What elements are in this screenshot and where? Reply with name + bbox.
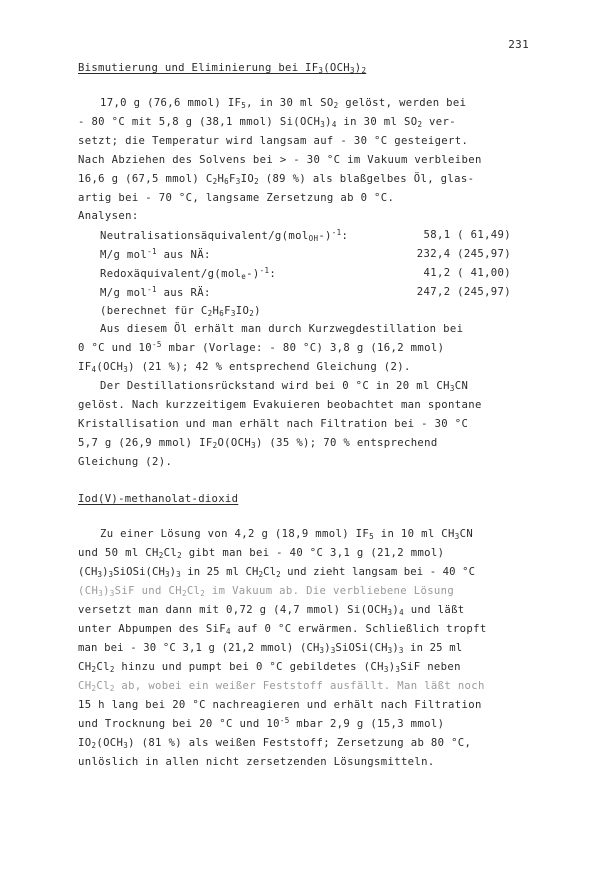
text-run: M/g mol xyxy=(100,287,148,299)
text-line xyxy=(78,191,394,205)
text-run: IO xyxy=(240,173,255,185)
text-run: auf 0 °C erwärmen. Schließlich tropft xyxy=(230,623,487,635)
text-line xyxy=(100,322,463,336)
text-line xyxy=(78,755,435,769)
text-run: (OCH xyxy=(96,361,124,373)
subscript: 3 xyxy=(449,384,455,393)
text-run: 16,6 g (67,5 mmol) C xyxy=(78,173,213,185)
text-line xyxy=(78,641,462,655)
text-line xyxy=(78,436,438,450)
superscript: -1 xyxy=(331,228,342,237)
text-run: in 25 ml CH xyxy=(180,566,259,578)
text-run: und 50 ml CH xyxy=(78,547,159,559)
subscript: 3 xyxy=(387,646,393,655)
text-line xyxy=(78,134,468,148)
text-run: O(OCH xyxy=(217,437,252,449)
text-line xyxy=(78,736,471,750)
text-run: IO xyxy=(235,305,250,317)
subscript: 2 xyxy=(91,665,97,674)
superscript: -1 xyxy=(147,247,157,256)
heading-subscript: 3 xyxy=(349,66,355,75)
text-line xyxy=(100,527,473,541)
text-run: Cl xyxy=(96,680,110,692)
subscript: 2 xyxy=(207,309,213,318)
heading-subscript: 2 xyxy=(361,66,367,75)
text-line xyxy=(78,115,456,129)
text-run: ) xyxy=(388,661,396,673)
subscript: 6 xyxy=(224,177,230,186)
text-run: ) xyxy=(392,604,400,616)
text-run: ) xyxy=(102,566,109,578)
analysis-neutral-label xyxy=(100,229,348,243)
subscript: 5 xyxy=(369,532,374,541)
subscript: 6 xyxy=(219,309,225,318)
subscript: 3 xyxy=(98,589,104,598)
text-run: unter Abpumpen des SiF xyxy=(78,623,227,635)
text-run: ) xyxy=(392,642,399,654)
text-run: Gleichung (2). xyxy=(78,456,173,468)
text-run: im Vakuum ab. Die verbliebene Lösung xyxy=(205,585,455,597)
text-run: Cl xyxy=(263,566,277,578)
text-run: in 10 ml CH xyxy=(374,528,455,540)
text-line xyxy=(78,546,444,560)
text-run: gelöst. Nach kurzzeitigem Evakuieren beobachtet man spontane xyxy=(78,399,482,411)
text-run: -) xyxy=(246,268,260,280)
text-run: Cl xyxy=(96,661,110,673)
text-line xyxy=(78,455,172,469)
text-run: CH xyxy=(78,661,92,673)
analysis-calculated-for xyxy=(100,304,261,318)
subscript: 3 xyxy=(395,665,401,674)
text-run: Cl xyxy=(163,547,178,559)
subscript: 4 xyxy=(226,627,231,636)
text-run: in 25 ml xyxy=(403,642,463,654)
superscript: -1 xyxy=(259,266,270,275)
text-run: 0 °C und 10 xyxy=(78,342,153,354)
text-run: 5,7 g (26,9 mmol) IF xyxy=(78,437,213,449)
subscript: 3 xyxy=(235,177,241,186)
subscript: 3 xyxy=(387,608,393,617)
text-run: CN xyxy=(459,528,474,540)
text-run: (OCH xyxy=(96,737,124,749)
text-line xyxy=(100,96,466,110)
subscript: 2 xyxy=(212,177,218,186)
subscript: 3 xyxy=(319,646,325,655)
subscript: 2 xyxy=(109,665,115,674)
text-run: (berechnet für C xyxy=(100,305,208,317)
text-line xyxy=(78,717,444,731)
subscript: 2 xyxy=(158,551,164,560)
text-run: gelöst, werden bei xyxy=(338,97,467,109)
text-run: ) xyxy=(324,642,331,654)
analysis-mra-label xyxy=(100,286,211,300)
analysis-mna-label xyxy=(100,248,211,262)
subscript: 2 xyxy=(276,570,281,579)
text-run: aus NÄ: xyxy=(156,249,211,261)
text-line xyxy=(78,398,482,412)
text-run: (CH xyxy=(78,566,98,578)
subscript: 2 xyxy=(212,441,218,450)
subscript: 2 xyxy=(177,551,182,560)
text-run: Der Destillationsrückstand wird bei 0 °C in 20 ml CH xyxy=(100,380,450,392)
text-run: und läßt xyxy=(403,604,465,616)
heading-subscript: 3 xyxy=(318,66,324,75)
analysis-redox-label xyxy=(100,267,276,281)
analysis-mna-value: 232,4 (245,97) xyxy=(416,248,511,260)
analysis-mra-value: 247,2 (245,97) xyxy=(416,286,511,298)
text-run: gibt man bei - 40 °C 3,1 g (21,2 mmol) xyxy=(181,547,445,559)
subscript: 2 xyxy=(254,177,259,186)
text-run: F xyxy=(224,305,231,317)
text-run: SiOSi(CH xyxy=(113,566,165,578)
text-line xyxy=(78,679,485,693)
analysis-redox-value: 41,2 ( 41,00) xyxy=(423,267,511,279)
text-run: ) xyxy=(325,116,332,128)
subscript: 3 xyxy=(108,570,114,579)
heading-text: ) xyxy=(354,62,362,74)
text-run: Zu einer Lösung von 4,2 g (18,9 mmol) IF xyxy=(100,528,370,540)
text-run: man bei - 30 °C 3,1 g (21,2 mmol) (CH xyxy=(78,642,320,654)
text-run: H xyxy=(217,173,225,185)
heading-text: (OCH xyxy=(323,62,350,74)
subscript: 2 xyxy=(91,684,97,693)
text-run: : xyxy=(341,230,349,242)
subscript: 3 xyxy=(97,570,103,579)
subscript: 2 xyxy=(333,101,339,110)
subscript: 3 xyxy=(383,665,389,674)
text-line xyxy=(78,172,474,186)
text-run: ) xyxy=(254,305,261,317)
text-line xyxy=(78,660,461,674)
analysis-neutral-value: 58,1 ( 61,49) xyxy=(423,229,511,241)
superscript: -1 xyxy=(147,285,157,294)
subscript: 3 xyxy=(109,589,115,598)
text-run: Aus diesem Öl erhält man durch Kurzwegdestillation bei xyxy=(100,323,464,335)
text-run: SiF und CH xyxy=(114,585,182,597)
text-line xyxy=(78,584,454,598)
text-run: ) (35 %); 70 % entsprechend xyxy=(255,437,438,449)
text-run: ) (81 %) als weißen Feststoff; Zersetzung ab 80 °C, xyxy=(128,737,472,749)
subscript: 3 xyxy=(123,365,129,374)
text-line xyxy=(78,603,465,617)
text-run: Redoxäquivalent/g(mol xyxy=(100,268,242,280)
text-run: Cl xyxy=(186,585,201,597)
text-run: M/g mol xyxy=(100,249,148,261)
text-run: SiF neben xyxy=(400,661,461,673)
superscript: -5 xyxy=(152,340,162,349)
text-run: ) xyxy=(169,566,177,578)
text-run: Kristallisation und man erhält nach Filtration bei - 30 °C xyxy=(78,418,469,430)
text-run: 17,0 g (76,6 mmol) IF xyxy=(100,97,242,109)
text-run: ab, wobei ein weißer Feststoff ausfällt. Man läßt noch xyxy=(114,680,485,692)
page-number: 231 xyxy=(508,38,529,51)
subscript: 2 xyxy=(200,589,206,598)
subscript: 3 xyxy=(398,646,404,655)
text-run: Nach Abziehen des Solvens bei > - 30 °C im Vakuum verbleiben xyxy=(78,154,482,166)
text-run: versetzt man dann mit 0,72 g (4,7 mmol) Si(OCH xyxy=(78,604,388,616)
text-line xyxy=(100,379,468,393)
subscript: 4 xyxy=(399,608,404,617)
subscript: 2 xyxy=(109,684,115,693)
subscript: 2 xyxy=(181,589,187,598)
text-run: setzt; die Temperatur wird langsam auf - 30 °C gesteigert. xyxy=(78,135,469,147)
text-line xyxy=(78,622,487,636)
subscript: 3 xyxy=(176,570,181,579)
section-heading-iod-methanolat-dioxid: Iod(V)-methanolat-dioxid xyxy=(78,493,239,505)
subscript: OH xyxy=(308,234,319,243)
text-run: CN xyxy=(454,380,469,392)
subscript: 4 xyxy=(91,365,97,374)
text-run: : xyxy=(269,268,277,280)
subscript: 3 xyxy=(320,120,326,129)
superscript: -5 xyxy=(279,716,290,725)
text-run: ) (21 %); 42 % entsprechend Gleichung (2). xyxy=(128,361,411,373)
subscript: 2 xyxy=(258,570,264,579)
analysen-label: Analysen: xyxy=(78,210,139,222)
text-line xyxy=(78,698,482,712)
text-run: IF xyxy=(78,361,92,373)
subscript: 5 xyxy=(241,101,247,110)
text-run: unlöslich in allen nicht zersetzenden Lösungsmitteln. xyxy=(78,756,435,768)
text-run: Neutralisationsäquivalent/g(mol xyxy=(100,230,309,242)
text-run: CH xyxy=(78,680,92,692)
text-run: ) xyxy=(103,585,110,597)
text-run: H xyxy=(212,305,220,317)
subscript: e xyxy=(241,272,247,281)
text-line xyxy=(78,153,482,167)
text-run: artig bei - 70 °C, langsame Zersetzung ab 0 °C. xyxy=(78,192,395,204)
text-run: ver- xyxy=(422,116,456,128)
subscript: 3 xyxy=(123,741,129,750)
text-run: mbar 2,9 g (15,3 mmol) xyxy=(289,718,445,730)
text-run: IO xyxy=(78,737,92,749)
subscript: 3 xyxy=(454,532,460,541)
text-run: F xyxy=(229,173,236,185)
subscript: 4 xyxy=(331,120,337,129)
heading-text: Bismutierung und Eliminierung bei IF xyxy=(78,62,319,74)
text-line xyxy=(78,417,468,431)
text-run: in 30 ml SO xyxy=(336,116,418,128)
text-run: , in 30 ml SO xyxy=(246,97,334,109)
text-line xyxy=(78,341,444,355)
subscript: 2 xyxy=(417,120,423,129)
text-run: und Trocknung bei 20 °C und 10 xyxy=(78,718,280,730)
subscript: 3 xyxy=(330,646,336,655)
text-run: SiOSi(CH xyxy=(335,642,388,654)
text-run: 15 h lang bei 20 °C nachreagieren und erhält nach Filtration xyxy=(78,699,482,711)
subscript: 3 xyxy=(230,309,236,318)
text-line xyxy=(78,360,411,374)
subscript: 2 xyxy=(91,741,97,750)
subscript: 2 xyxy=(249,309,255,318)
text-line xyxy=(78,565,475,579)
text-run: (CH xyxy=(78,585,99,597)
text-run: mbar (Vorlage: - 80 °C) 3,8 g (16,2 mmol) xyxy=(161,342,445,354)
text-run: (89 %) als blaßgelbes Öl, glas- xyxy=(259,173,475,185)
text-run: und zieht langsam bei - 40 °C xyxy=(280,566,476,578)
subscript: 3 xyxy=(165,570,170,579)
subscript: 3 xyxy=(251,441,256,450)
text-run: -) xyxy=(318,230,332,242)
text-run: hinzu und pumpt bei 0 °C gebildetes (CH xyxy=(114,661,384,673)
section-heading-bismutierung xyxy=(78,62,366,74)
text-run: - 80 °C mit 5,8 g (38,1 mmol) Si(OCH xyxy=(78,116,321,128)
text-run: aus RÄ: xyxy=(156,287,211,299)
